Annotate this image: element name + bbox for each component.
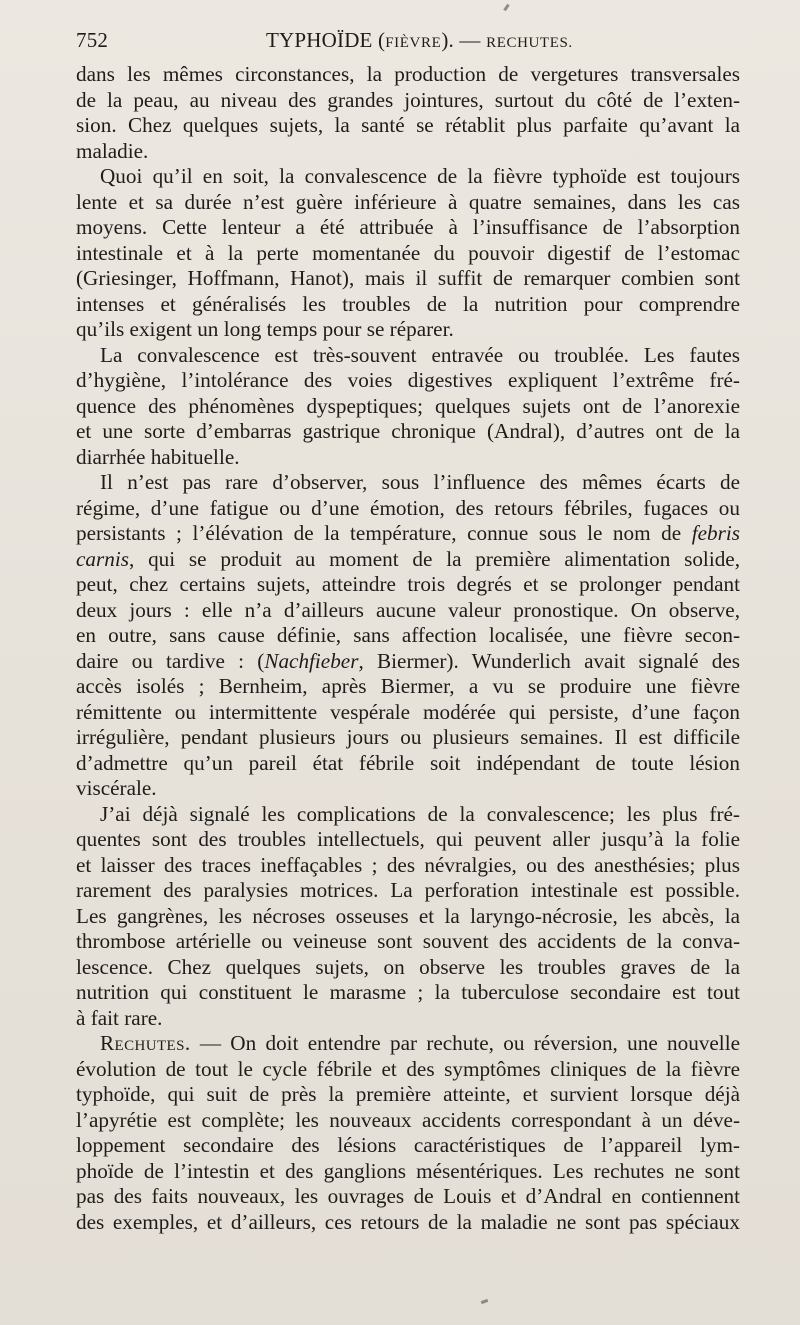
text-line: rémittente ou intermittente vespérale modérée qui persiste, d’une façon [76, 699, 740, 724]
text-line: pas des faits nouveaux, les ouvrages de Louis et d’Andral en contiennent [76, 1184, 740, 1208]
running-title [266, 28, 573, 53]
text-line: irrégulière, pendant plusieurs jours ou plusieurs semaines. Il est difficile [76, 725, 740, 749]
text-line: et laisser des traces ineffaçables ; des névralgies, ou des anesthésies; plus [76, 852, 740, 877]
line-text: — On doit entendre par rechute, ou réversion, une nouvelle [190, 1031, 740, 1055]
text-line: l’apyrétie est complète; les nouveaux accidents correspondant à un déve- [76, 1107, 740, 1132]
text-line: intestinale et à la perte momentanée du pouvoir digestif de l’estomac [76, 240, 740, 265]
text-line: dans les mêmes circonstances, la production de vergetures transversales [76, 62, 740, 86]
italic-term: Nachfieber [264, 648, 359, 673]
text-line: en outre, sans cause définie, sans affection localisée, une fièvre secon- [76, 623, 740, 647]
text-line: des exemples, et d’ailleurs, ces retours de la maladie ne sont pas spéciaux [76, 1209, 740, 1234]
line-text: , qui se produit au moment de la première alimentation solide, [128, 546, 740, 571]
text-line: Quoi qu’il en soit, la convalescence de la fièvre typhoïde est toujours [100, 164, 740, 188]
italic-term: carnis [76, 546, 129, 571]
text-line: La convalescence est très-souvent entravée ou troublée. Les fautes [100, 342, 740, 367]
line-text: daire ou tardive : ( [76, 648, 265, 673]
text-line: diarrhée habituelle. [76, 444, 240, 469]
text-line: thrombose artérielle ou veineuse sont souvent des accidents de la conva- [76, 929, 740, 953]
text-line: à fait rare. [76, 1005, 163, 1030]
running-title-separator: ). — [441, 28, 487, 52]
text-line: Il n’est pas rare d’observer, sous l’influence des mêmes écarts de [100, 470, 740, 494]
text-line: évolution de tout le cycle fébrile et des symptômes cliniques de la fièvre [76, 1056, 740, 1081]
text-line: peut, chez certains sujets, atteindre trois degrés et se prolonger pendant [76, 572, 740, 596]
text-line [76, 1031, 740, 1057]
text-line: deux jours : elle n’a d’ailleurs aucune valeur pronostique. On observe, [76, 597, 740, 622]
running-title-section: RECHUTES. [486, 35, 573, 51]
text-line: de la peau, au niveau des grandes jointures, surtout du côté de l’exten- [76, 87, 740, 112]
text-line: lescence. Chez quelques sujets, on observe les troubles graves de la [76, 954, 740, 979]
text-line: intenses et généralisés les troubles de la nutrition pour comprendre [76, 291, 740, 316]
text-line: Les gangrènes, les nécroses osseuses et la laryngo-nécrosie, les abcès, la [76, 903, 740, 928]
line-text: persistants ; l’élévation de la température, connue sous le nom de [76, 521, 692, 545]
text-line: et une sorte d’embarras gastrique chronique (Andral), d’autres ont de la [76, 419, 740, 443]
text-line: nutrition qui constituent le marasme ; la tuberculose secondaire est tout [76, 980, 740, 1004]
text-line: loppement secondaire des lésions caractéristiques de l’appareil lym- [76, 1133, 740, 1157]
running-title-subtitle: FIÈVRE [385, 35, 442, 51]
ink-speck [503, 4, 509, 11]
running-title-main: TYPHOÏDE ( [266, 28, 386, 52]
text-line: accès isolés ; Bernheim, après Biermer, a vu se produire une fièvre [76, 674, 740, 698]
line-text: , Biermer). Wunderlich avait signalé des [358, 648, 740, 673]
body-text [76, 62, 740, 1235]
text-line: qu’ils exigent un long temps pour se réparer. [76, 317, 454, 341]
italic-term: febris [691, 521, 740, 545]
text-line: viscérale. [76, 776, 157, 800]
ink-speck [481, 1299, 489, 1304]
text-line: J’ai déjà signalé les complications de la convalescence; les plus fré- [100, 801, 740, 826]
text-line: typhoïde, qui suit de près la première atteinte, et survient lorsque déjà [76, 1082, 740, 1106]
section-heading: Rechutes. [100, 1031, 191, 1055]
text-line: régime, d’une fatigue ou d’une émotion, des retours fébriles, fugaces ou [76, 495, 740, 520]
text-line: (Griesinger, Hoffmann, Hanot), mais il suffit de remarquer combien sont [76, 266, 740, 290]
text-line: quence des phénomènes dyspeptiques; quelques sujets ont de l’anorexie [76, 393, 740, 418]
text-line: moyens. Cette lenteur a été attribuée à l’insuffisance de l’absorption [76, 215, 740, 239]
text-line: d’admettre qu’un pareil état fébrile soit indépendant de toute lésion [76, 750, 740, 775]
page-number: 752 [76, 28, 109, 52]
text-line: lente et sa durée n’est guère inférieure à quatre semaines, dans les cas [76, 189, 740, 214]
text-line: rarement des paralysies motrices. La perforation intestinale est possible. [76, 878, 740, 902]
running-head [76, 28, 740, 56]
text-line: phoïde de l’intestin et des ganglions mésentériques. Les rechutes ne sont [76, 1158, 740, 1183]
text-line [76, 547, 740, 573]
text-line: sion. Chez quelques sujets, la santé se rétablit plus parfaite qu’avant la [76, 113, 740, 137]
text-line [76, 521, 740, 547]
text-line: quentes sont des troubles intellectuels, qui peuvent aller jusqu’à la folie [76, 827, 740, 851]
text-line: d’hygiène, l’intolérance des voies digestives expliquent l’extrême fré- [76, 368, 740, 392]
text-line [76, 649, 740, 675]
text-line: maladie. [76, 138, 149, 163]
